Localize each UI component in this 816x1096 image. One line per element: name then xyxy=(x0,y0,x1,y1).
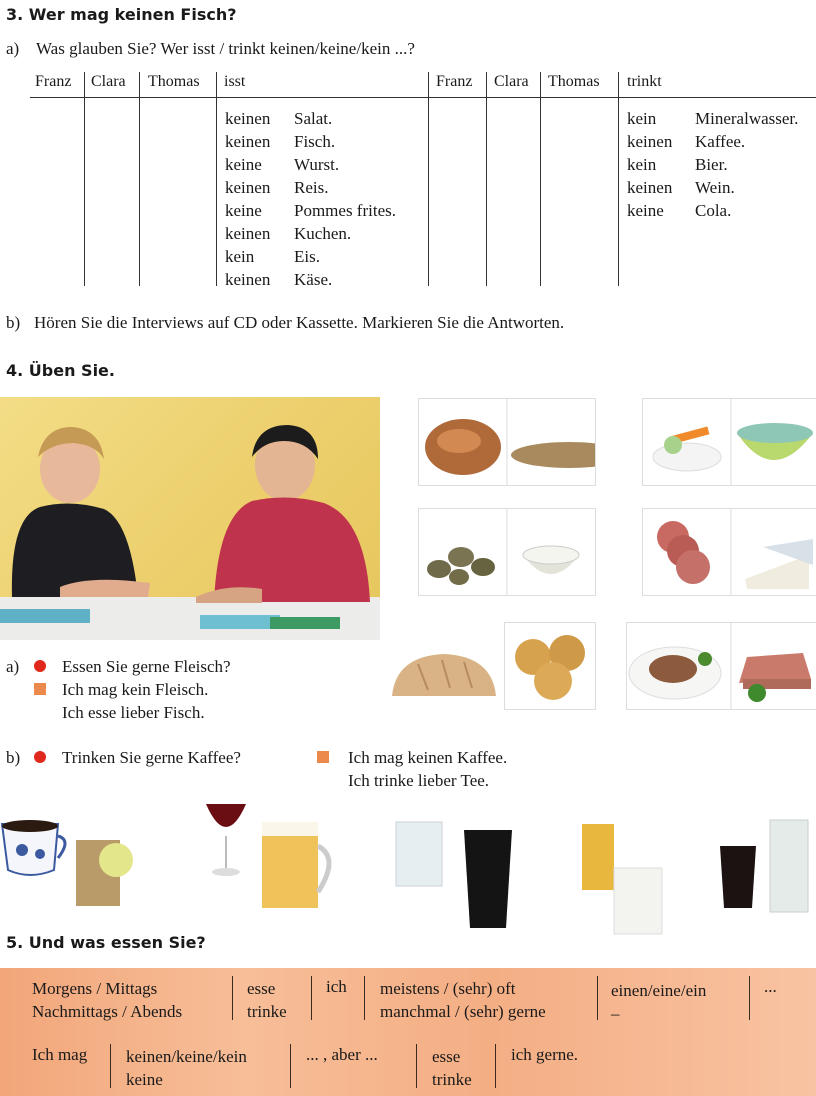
food-icons-potatoes-rice xyxy=(419,509,595,595)
ex5-r2-c3: ... , aber ... xyxy=(306,1045,378,1064)
ex5-r1-c2a: esse xyxy=(247,979,276,998)
header-trinkt: trinkt xyxy=(627,73,662,90)
ex3-a-instruction: Was glauben Sie? Wer isst / trinkt keinen/keine/kein ...? xyxy=(36,39,415,58)
drink-art-1: keinen xyxy=(627,132,673,151)
ex5-r1-c1a: Morgens / Mittags xyxy=(32,979,158,998)
drink-nouns xyxy=(695,107,816,222)
ex4-a-reply-1: Ich mag kein Fleisch. xyxy=(62,680,209,699)
food-art-1: keinen xyxy=(225,132,271,151)
drink-noun-1: Kaffee. xyxy=(695,132,746,151)
header-isst: isst xyxy=(224,73,246,90)
food-noun-1: Fisch. xyxy=(294,132,336,151)
ex3-b-instruction: Hören Sie die Interviews auf CD oder Kassette. Markieren Sie die Antworten. xyxy=(34,313,565,332)
food-icons-steak-ham xyxy=(627,623,816,709)
ex5-r1-article xyxy=(611,979,706,1025)
ex5-r2-verb xyxy=(432,1045,472,1091)
square-icon-answer-b xyxy=(317,751,329,763)
ex4-b-marker: b) xyxy=(6,748,21,767)
ex5-r1-c5b: – xyxy=(611,1004,620,1023)
food-icons-sausage-cheese xyxy=(643,509,816,595)
tile-rolls xyxy=(504,622,596,710)
ex5-r1-frequency xyxy=(380,977,546,1023)
ex5-r2-c1: Ich mag xyxy=(32,1045,88,1064)
ex5-r2-c2b: keine xyxy=(126,1070,163,1089)
ex5-r1-c2b: trinke xyxy=(247,1002,287,1021)
bread-icon xyxy=(388,650,500,702)
food-noun-6: Eis. xyxy=(294,247,320,266)
food-art-2: keine xyxy=(225,155,262,174)
drink-art-4: keine xyxy=(627,201,664,220)
tile-potatoes-rice xyxy=(418,508,596,596)
ex5-substitution-table xyxy=(0,968,816,1096)
food-icons-rolls xyxy=(505,623,595,709)
food-nouns xyxy=(294,107,396,291)
ex5-r1-c4b: manchmal / (sehr) gerne xyxy=(380,1002,546,1021)
bread-loaf xyxy=(388,650,500,702)
tile-steak-ham xyxy=(626,622,816,710)
ex5-r1-c3: ich xyxy=(326,977,347,996)
food-noun-5: Kuchen. xyxy=(294,224,352,243)
conversation-photo xyxy=(0,397,380,640)
tile-meat-fish xyxy=(418,398,596,486)
food-noun-2: Wurst. xyxy=(294,155,340,174)
food-noun-3: Reis. xyxy=(294,178,329,197)
ex5-r2-article xyxy=(126,1045,247,1091)
header-thomas-left: Thomas xyxy=(148,73,200,90)
ex4-a-reply-2: Ich esse lieber Fisch. xyxy=(62,703,205,722)
food-noun-7: Käse. xyxy=(294,270,333,289)
ex5-r2-c4a: esse xyxy=(432,1047,461,1066)
food-art-4: keine xyxy=(225,201,262,220)
drinks-illustrations xyxy=(0,796,816,940)
food-art-6: kein xyxy=(225,247,255,266)
ex5-r1-c1b: Nachmittags / Abends xyxy=(32,1002,183,1021)
ex5-r2-c4b: trinke xyxy=(432,1070,472,1089)
food-art-7: keinen xyxy=(225,270,271,289)
header-franz-left: Franz xyxy=(35,73,72,90)
header-clara-right: Clara xyxy=(494,73,529,90)
ex4-b-question: Trinken Sie gerne Kaffee? xyxy=(62,748,241,767)
food-icons-veg-salad xyxy=(643,399,816,485)
drink-noun-2: Bier. xyxy=(695,155,728,174)
drink-art-3: keinen xyxy=(627,178,673,197)
tile-sausage-cheese xyxy=(642,508,816,596)
header-clara-left: Clara xyxy=(91,73,126,90)
ex5-title: 5. Und was essen Sie? xyxy=(6,933,206,952)
header-thomas-right: Thomas xyxy=(548,73,600,90)
square-icon-answer-a xyxy=(34,683,46,695)
ex4-title: 4. Üben Sie. xyxy=(6,361,115,380)
header-franz-right: Franz xyxy=(436,73,473,90)
ex4-a-marker: a) xyxy=(6,657,20,676)
ex3-table xyxy=(0,0,816,300)
ex3-a-marker: a) xyxy=(6,39,20,58)
ex5-r2-c5: ich gerne. xyxy=(511,1045,579,1064)
drink-noun-0: Mineralwasser. xyxy=(695,109,799,128)
drink-art-0: kein xyxy=(627,109,657,128)
drink-noun-3: Wein. xyxy=(695,178,735,197)
drink-noun-4: Cola. xyxy=(695,201,732,220)
drinks-icons xyxy=(0,796,816,940)
food-noun-4: Pommes frites. xyxy=(294,201,396,220)
ex5-r1-c6: ... xyxy=(764,977,777,996)
dot-icon-question-a xyxy=(34,660,46,672)
ex5-r2-c2a: keinen/keine/kein xyxy=(126,1047,247,1066)
food-icons-meatloaf-fish xyxy=(419,399,595,485)
ex3-title: 3. Wer mag keinen Fisch? xyxy=(6,5,237,24)
ex5-r1-c4a: meistens / (sehr) oft xyxy=(380,979,516,998)
dot-icon-question-b xyxy=(34,751,46,763)
ex4-b-reply-2: Ich trinke lieber Tee. xyxy=(348,771,490,790)
people-illustration xyxy=(0,397,380,640)
food-noun-0: Salat. xyxy=(294,109,333,128)
drink-art-2: kein xyxy=(627,155,657,174)
drink-articles xyxy=(627,107,672,222)
food-art-0: keinen xyxy=(225,109,271,128)
ex5-r1-c5a: einen/eine/ein xyxy=(611,981,707,1000)
tile-vegetables-salad xyxy=(642,398,816,486)
food-articles xyxy=(225,107,270,291)
ex3-b-marker: b) xyxy=(6,313,21,332)
ex5-r1-verb xyxy=(247,977,287,1023)
food-art-5: keinen xyxy=(225,224,271,243)
ex5-r1-time xyxy=(32,977,182,1023)
ex4-a-question: Essen Sie gerne Fleisch? xyxy=(62,657,231,676)
ex4-b-reply-1: Ich mag keinen Kaffee. xyxy=(348,748,508,767)
food-art-3: keinen xyxy=(225,178,271,197)
